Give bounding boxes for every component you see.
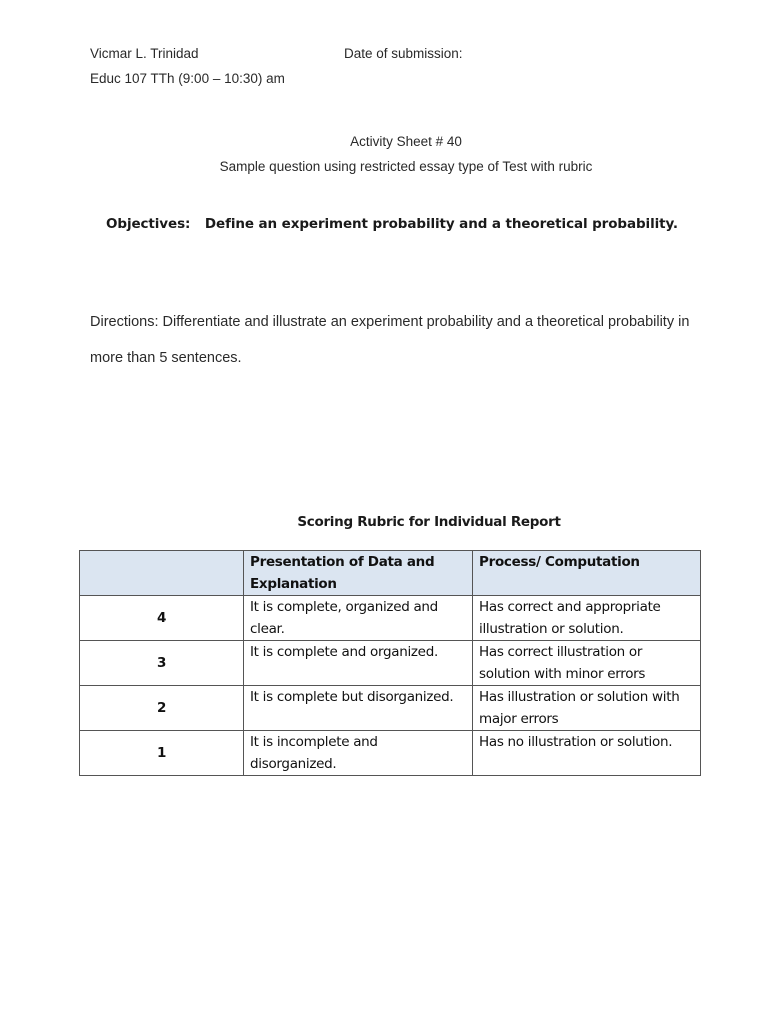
rubric-process: Has correct illustration or solution with minor errors xyxy=(473,641,701,686)
rubric-presentation: It is complete and organized. xyxy=(244,641,473,686)
date-of-submission-label: Date of submission: xyxy=(344,46,463,61)
table-row xyxy=(80,686,701,731)
table-row xyxy=(80,596,701,641)
rubric-header-presentation: Presentation of Data and Explanation xyxy=(244,551,473,596)
activity-subtitle: Sample question using restricted essay type of Test with rubric xyxy=(219,159,593,174)
rubric-score: 3 xyxy=(80,641,244,686)
rubric-table xyxy=(79,550,701,776)
rubric-header-process: Process/ Computation xyxy=(473,551,701,596)
activity-title: Activity Sheet # 40 xyxy=(350,134,462,149)
rubric-presentation: It is incomplete and disorganized. xyxy=(244,731,473,776)
rubric-title: Scoring Rubric for Individual Report xyxy=(297,514,561,530)
table-row xyxy=(80,731,701,776)
objectives-label: Objectives: xyxy=(106,216,191,232)
directions-line-1: Directions: Differentiate and illustrate an experiment probability and a theoretical probability in xyxy=(90,314,690,330)
rubric-process: Has illustration or solution with major errors xyxy=(473,686,701,731)
objectives-text: Define an experiment probability and a theoretical probability. xyxy=(204,216,678,232)
rubric-presentation: It is complete but disorganized. xyxy=(244,686,473,731)
rubric-score: 1 xyxy=(80,731,244,776)
rubric-presentation: It is complete, organized and clear. xyxy=(244,596,473,641)
rubric-header-score xyxy=(80,551,244,596)
rubric-score: 2 xyxy=(80,686,244,731)
rubric-process: Has no illustration or solution. xyxy=(473,731,701,776)
author-name: Vicmar L. Trinidad xyxy=(90,46,199,61)
rubric-process: Has correct and appropriate illustration or solution. xyxy=(473,596,701,641)
course-schedule: Educ 107 TTh (9:00 – 10:30) am xyxy=(90,71,285,86)
objectives xyxy=(106,216,678,232)
rubric-header-row xyxy=(80,551,701,596)
rubric-score: 4 xyxy=(80,596,244,641)
table-row xyxy=(80,641,701,686)
directions-line-2: more than 5 sentences. xyxy=(90,350,242,366)
